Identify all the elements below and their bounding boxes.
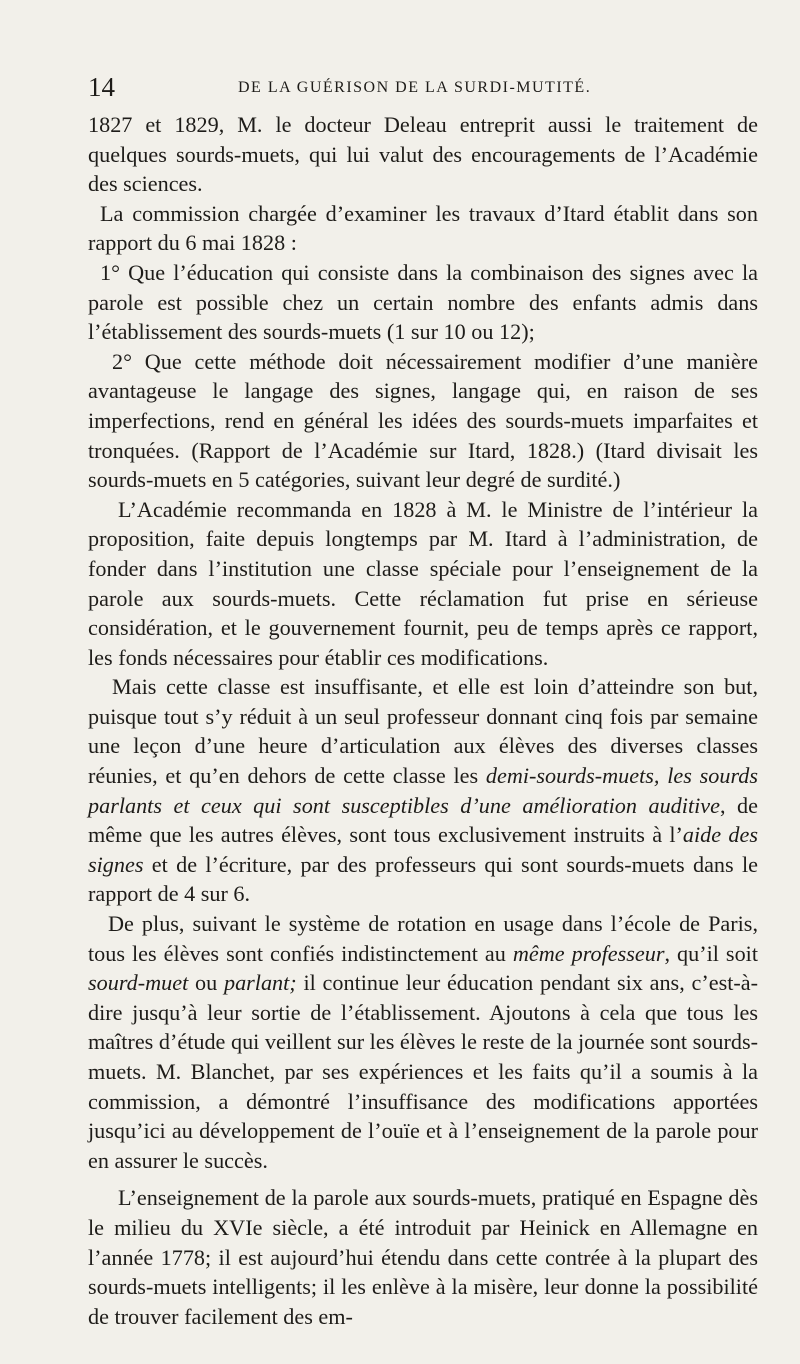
page-header [88, 72, 758, 108]
paragraph-spain-germany: L’enseignement de la parole aux sourds-muets, pratiqué en Espagne dès le milieu du XVIe siècle, a été introduit par Heinick en Allemagne en l’année 1778; il est aujourd’hui étendu dans cette contrée à la plupart des sourds-muets intelligents; il les enlève à la misère, leur donne la possibilité de trouver facilement des em- [88, 1185, 758, 1329]
paragraph-class-insufficient [88, 672, 758, 909]
paragraph-point-1: 1° Que l’éducation qui consiste dans la combinaison des signes avec la parole est possible chez un certain nombre des enfants admis dans l’établissement des sourds-muets (1 sur 10 ou 12); [88, 259, 758, 345]
text-run: et de l’écriture, par des professeurs qui sont sourds-muets dans le rapport de 4 sur 6. [88, 851, 758, 907]
italic-run: demi-sourds-muets, les sourds parlants et ceux qui sont susceptibles d’une amélioration auditive [88, 763, 758, 818]
italic-run: parlant; [223, 970, 297, 996]
italic-run: sourd-muet [88, 970, 189, 996]
italic-run: même professeur [512, 940, 665, 966]
body-text [88, 110, 758, 1331]
text-run: il continue leur éducation pendant six ans, c’est-à-dire jusqu’à leur sortie de l’établissement. Ajoutons à cela que tous les maîtres d’étude qui veillent sur les élèves le reste de la journée sont sourds-muets. M. Blanchet, par ses expériences et les faits qu’il a soumis à la commission, a démontré l’insuffisance des modifications apportées jusqu’ici au développement de l’ouïe et à l’enseignement de la parole pour en assurer le succès. [88, 970, 759, 1173]
text-run: Mais cette classe est insuffisante, et elle est loin d’atteindre son but, puisque tout s’y réduit à un seul professeur donnant cinq fois par semaine une leçon d’une heure d’articulation aux élèves des diverses classes réunies, et qu’en dehors de cette classe les [88, 674, 758, 789]
paragraph-point-2: 2° Que cette méthode doit nécessairement modifier d’une manière avantageuse le langage des signes, langage qui, en raison de ses imperfections, rend en général les idées des sourds-muets imparfaites et tronquées. (Rapport de l’Académie sur Itard, 1828.) (Itard divisait les sourds-muets en 5 catégories, suivant leur degré de surdité.) [88, 348, 758, 493]
text-run: , qu’il soit [664, 940, 758, 966]
paragraph-academie-recommendation: L’Académie recommanda en 1828 à M. le Ministre de l’intérieur la proposition, faite depuis longtemps par M. Itard à l’administration, de fonder dans l’institution une classe spéciale pour l’enseignement de la parole aux sourds-muets. Cette réclamation fut prise en sérieuse considération, et le gouvernement fournit, peu de temps après ce rapport, les fonds nécessaires pour établir ces modifications. [88, 496, 758, 670]
text-run: De plus, suivant le système de rotation en usage dans l’école de Paris, tous les élèves sont confiés indistinctement au [88, 911, 758, 966]
paragraph-deleau: 1827 et 1829, M. le docteur Deleau entreprit aussi le traitement de quelques sourds-muets, qui lui valut des encouragements de l’Académie des sciences. [88, 112, 758, 197]
paragraph-rotation-system [88, 909, 758, 1175]
italic-run: aide des signes [88, 822, 759, 877]
page-number: 14 [88, 72, 115, 102]
text-run: ou [188, 970, 224, 996]
running-title: DE LA GUÉRISON DE LA SURDI-MUTITÉ. [238, 79, 592, 96]
text-run: , de même que les autres élèves, sont tous exclusivement instruits à l’ [88, 792, 758, 848]
paragraph-commission: La commission chargée d’examiner les travaux d’Itard établit dans son rapport du 6 mai 1828 : [88, 200, 758, 256]
